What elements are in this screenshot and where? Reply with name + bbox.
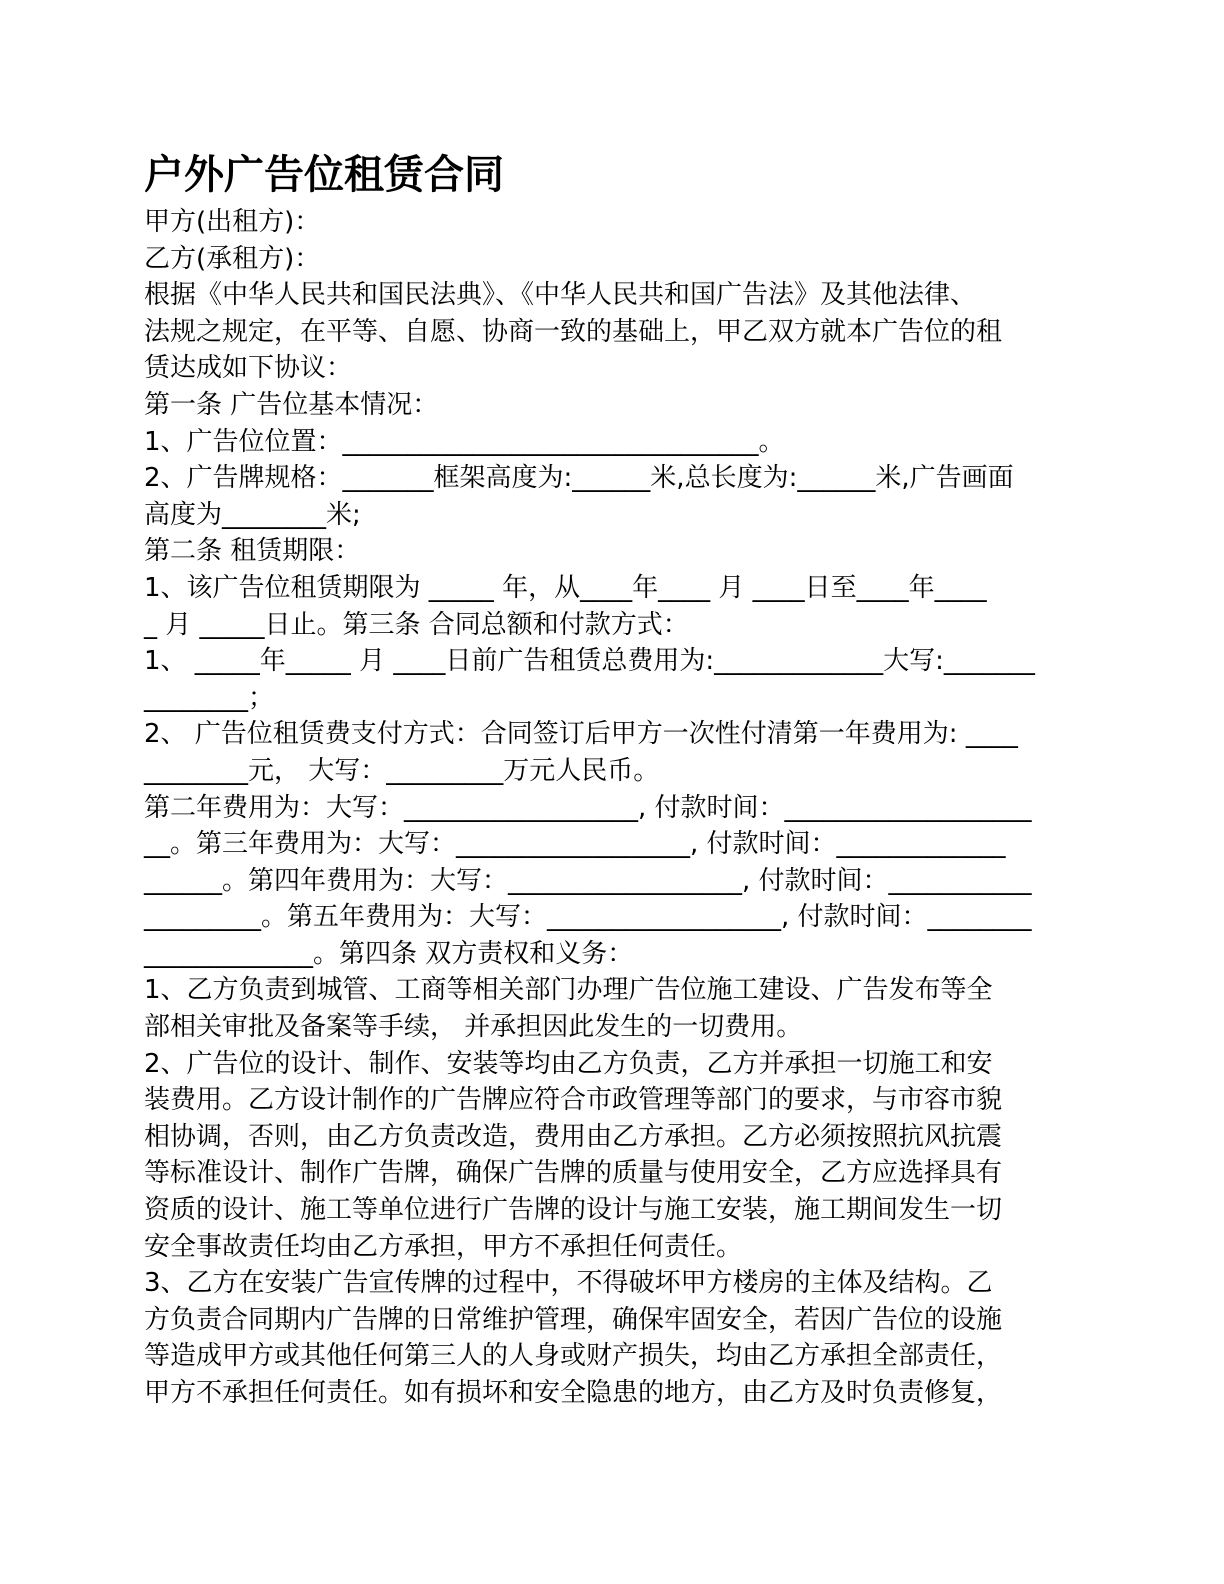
document-line: 法规之规定，在平等、自愿、协商一致的基础上，甲乙双方就本广告位的租 [144,316,1003,347]
document-line: 第二年费用为：大写：__________________, 付款时间：___________________ [144,792,1032,823]
document-line: 部相关审批及备案等手续， 并承担因此发生的一切费用。 [144,1012,803,1043]
document-line: 1、 _____年_____ 月 ____日前广告租赁总费用为:_____________大写:_______ [144,646,1035,677]
document-line: 高度为________米; [144,499,361,530]
document-page [144,150,1084,1412]
document-line: 相协调，否则，由乙方负责改造，费用由乙方承担。乙方必须按照抗风抗震 [144,1121,1003,1152]
document-line: 甲方(出租方)： [144,207,321,237]
document-line: 第一条 广告位基本情况： [144,389,439,420]
document-line: 装费用。乙方设计制作的广告牌应符合市政管理等部门的要求，与市容市貌 [144,1085,1003,1116]
document-line: 2、广告牌规格：_______框架高度为:______米,总长度为:______米,广告画面 [144,463,1014,494]
document-line: 2、 广告位租赁费支付方式：合同签订后甲方一次性付清第一年费用为: ____ [144,719,1018,750]
document-line: _____________。第四条 双方责权和义务： [144,938,634,969]
document-line: 方负责合同期内广告牌的日常维护管理，确保牢固安全，若因广告位的设施 [144,1304,1003,1335]
document-line: ______。第四年费用为：大写：__________________, 付款时间：___________ [144,865,1032,896]
document-line: 根据《中华人民共和国民法典》、《中华人民共和国广告法》及其他法律、 [144,280,977,311]
document-line: 1、该广告位租赁期限为 _____ 年，从____年____ 月 ____日至____年____ [144,572,987,603]
document-line: 等造成甲方或其他任何第三人的人身或财产损失，均由乙方承担全部责任， [144,1341,1003,1372]
document-line: 安全事故责任均由乙方承担，甲方不承担任何责任。 [144,1231,743,1262]
document-line: ________； [144,682,275,713]
document-line: 1、广告位位置：________________________________。 [144,426,785,457]
document-line: 等标准设计、制作广告牌，确保广告牌的质量与使用安全，乙方应选择具有 [144,1158,1003,1189]
document-line: 第二条 租赁期限： [144,536,361,567]
document-line: _ 月 _____日止。第三条 合同总额和付款方式： [144,609,689,640]
document-line: 甲方不承担任何责任。如有损坏和安全隐患的地方，由乙方及时负责修复， [144,1378,1003,1408]
document-line: 资质的设计、施工等单位进行广告牌的设计与施工安装，施工期间发生一切 [144,1195,1003,1226]
document-line: 2、广告位的设计、制作、安装等均由乙方负责，乙方并承担一切施工和安 [144,1048,993,1079]
document-title: 户外广告位租赁合同 [144,152,504,198]
document-line: 乙方(承租方)： [144,243,321,274]
document-body [144,204,1084,1412]
document-line: __。第三年费用为：大写：__________________, 付款时间：_____________ [144,829,1006,860]
document-line: ________元， 大写：_________万元人民币。 [144,755,660,786]
document-line: 1、乙方负责到城管、工商等相关部门办理广告位施工建设、广告发布等全 [144,975,993,1006]
document-line: _________。第五年费用为：大写：__________________, 付款时间：________ [144,902,1032,933]
document-line: 3、乙方在安装广告宣传牌的过程中，不得破坏甲方楼房的主体及结构。乙 [144,1268,993,1299]
document-line: 赁达成如下协议： [144,353,353,384]
